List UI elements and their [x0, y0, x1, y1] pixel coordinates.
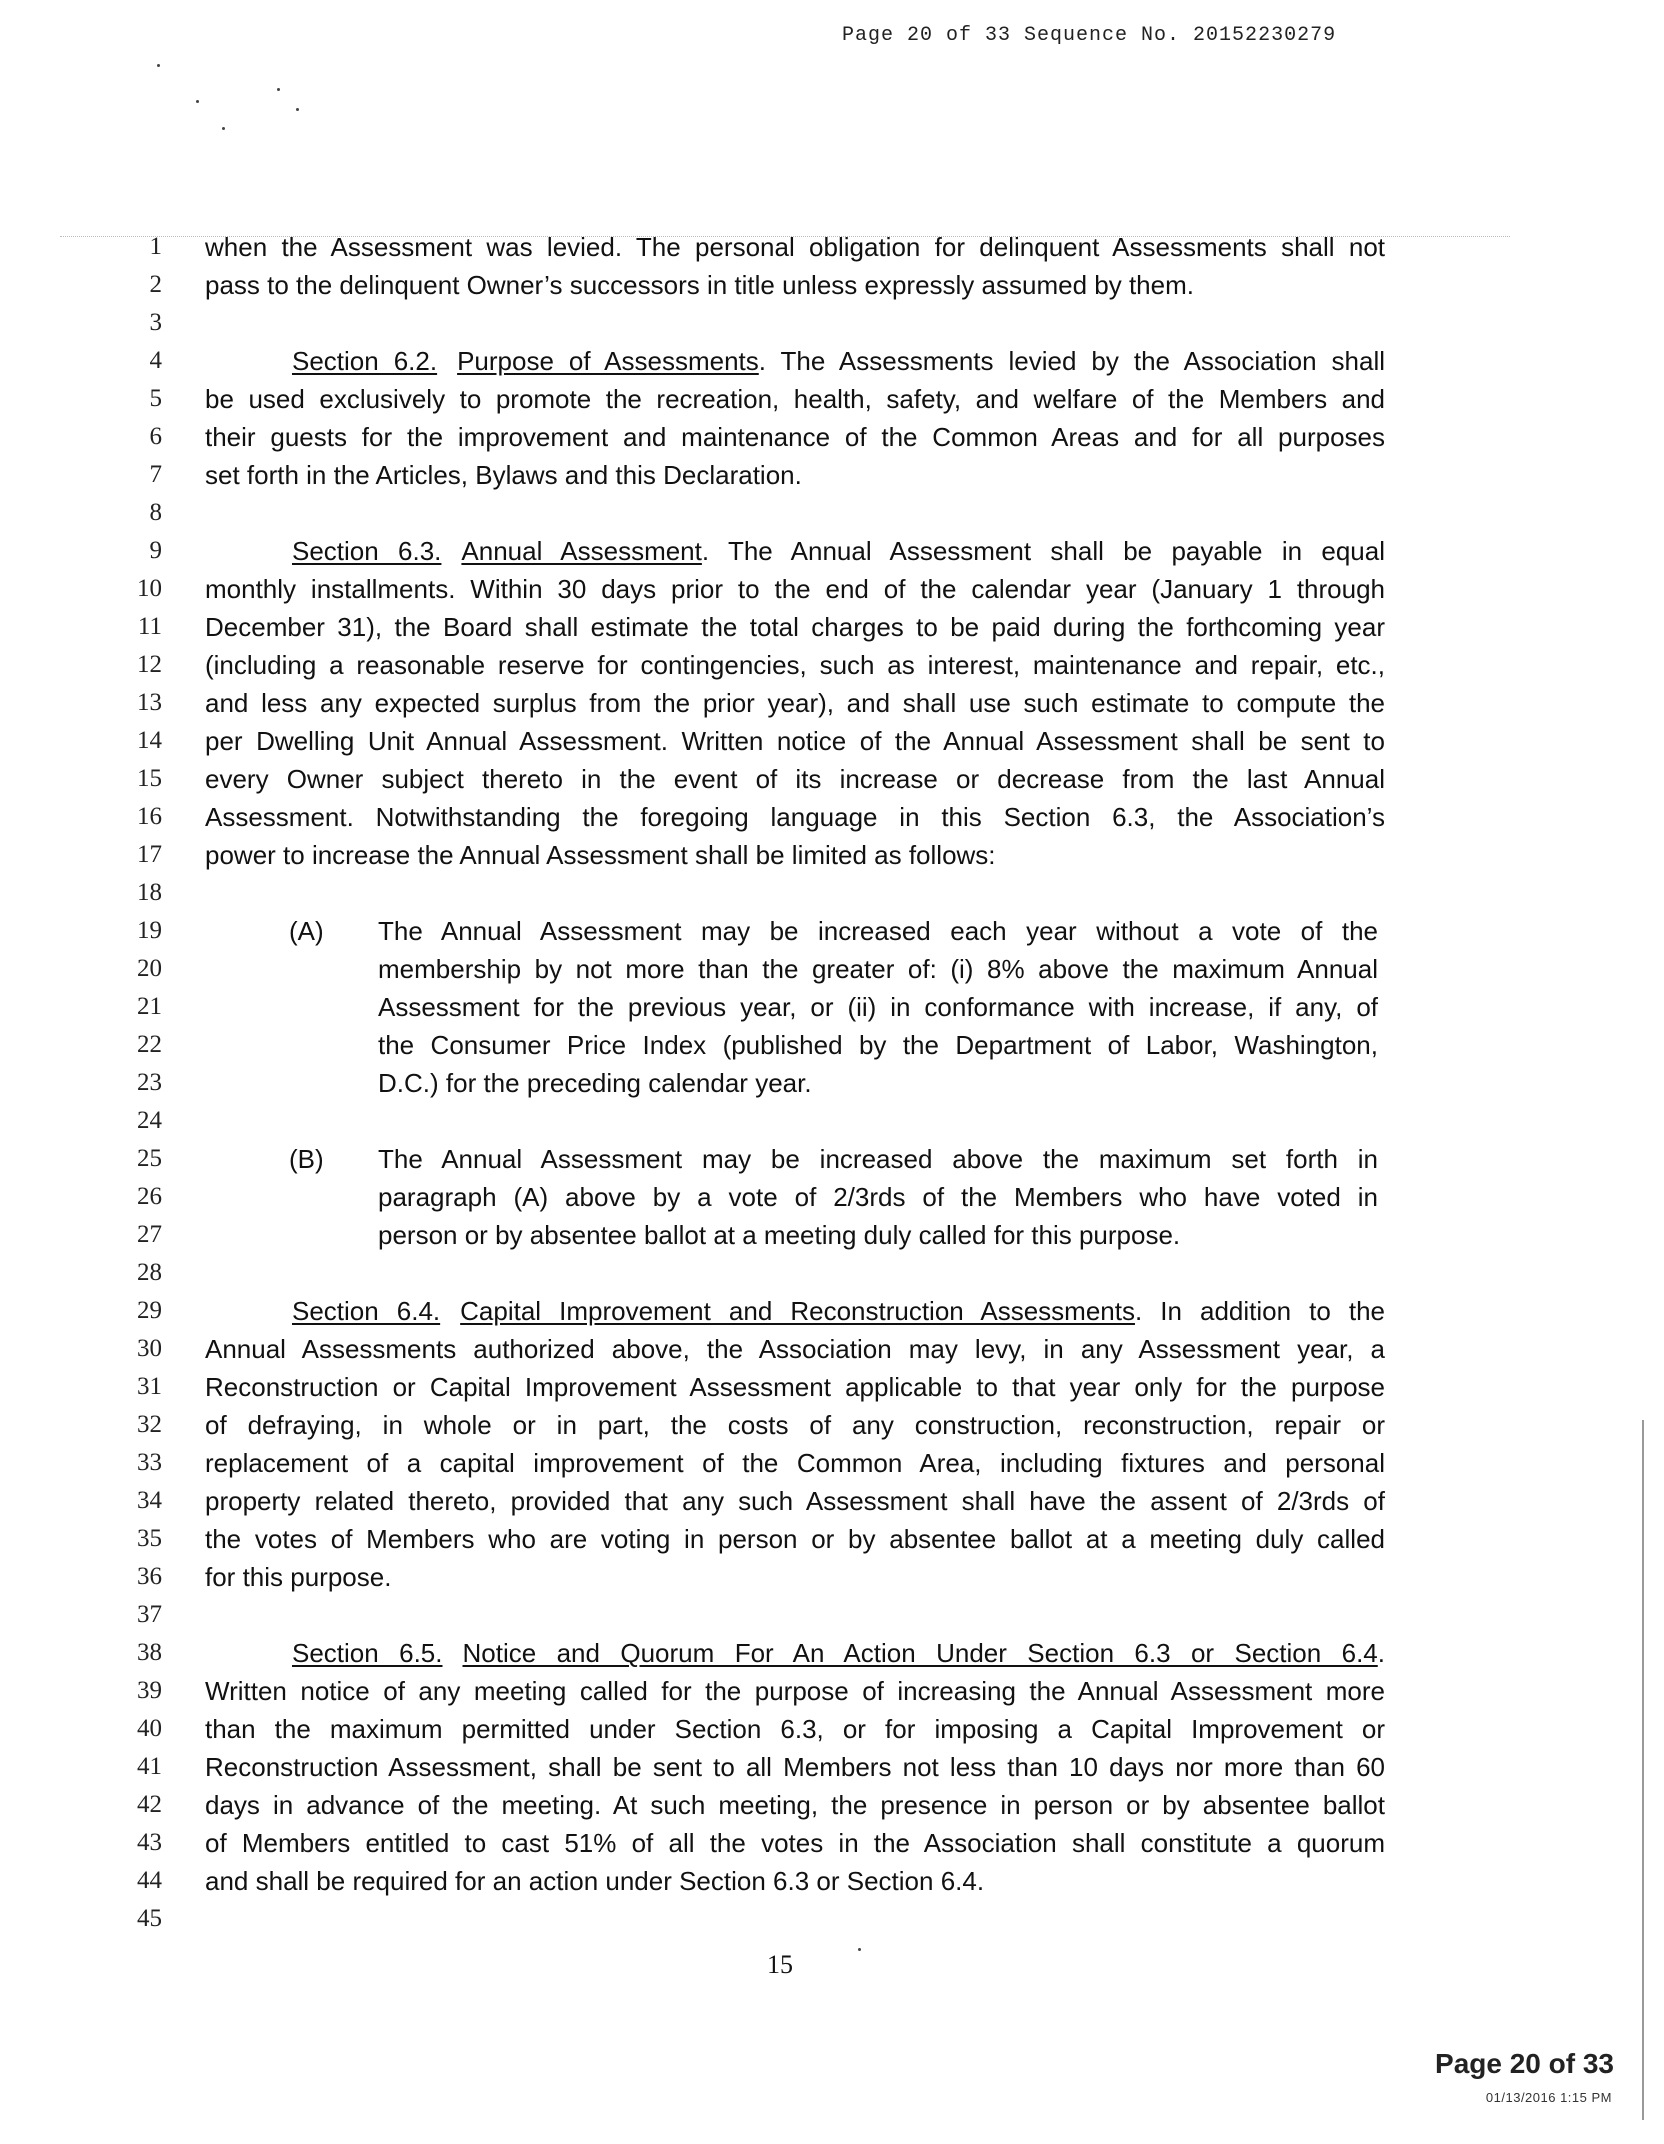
- subparagraph-label: (A): [289, 916, 324, 946]
- line-number: 36: [137, 1563, 162, 1590]
- line-number: 21: [137, 993, 162, 1020]
- document-line: [0, 342, 1664, 380]
- line-number: 8: [149, 499, 162, 526]
- body-text: when the Assessment was levied. The personal obligation for delinquent Assessments shall not: [205, 232, 1385, 262]
- body-text: (including a reasonable reserve for contingencies, such as interest, maintenance and repair, etc.,: [205, 650, 1385, 680]
- scan-speck: [277, 88, 280, 91]
- document-line: [0, 1444, 1664, 1482]
- line-number: 45: [137, 1905, 162, 1932]
- document-line: [0, 304, 1664, 342]
- line-number: 6: [149, 423, 162, 450]
- scan-speck: [157, 64, 160, 67]
- body-text: Written notice of any meeting called for the purpose of increasing the Annual Assessment more: [205, 1676, 1385, 1706]
- document-line: [0, 1558, 1664, 1596]
- document-line: [0, 1748, 1664, 1786]
- scan-speck: [222, 127, 225, 130]
- line-number: 27: [137, 1221, 162, 1248]
- section-title: Notice and Quorum For An Action Under Section 6.3 or Section 6.4: [462, 1638, 1378, 1668]
- body-text: of defraying, in whole or in part, the costs of any construction, reconstruction, repair or: [205, 1410, 1385, 1440]
- subparagraph-text: The Annual Assessment may be increased above the maximum set forth in: [378, 1144, 1378, 1174]
- line-number: 10: [137, 575, 162, 602]
- document-line: [0, 1406, 1664, 1444]
- document-line: [0, 1178, 1664, 1216]
- document-line: [0, 1596, 1664, 1634]
- scan-speck: [196, 100, 199, 103]
- line-number: 44: [137, 1867, 162, 1894]
- document-line: [0, 1216, 1664, 1254]
- document-line: [0, 1710, 1664, 1748]
- document-line: [0, 1672, 1664, 1710]
- document-line: [0, 1862, 1664, 1900]
- line-number: 32: [137, 1411, 162, 1438]
- document-line: [0, 1900, 1664, 1938]
- line-number: 7: [149, 461, 162, 488]
- document-line: [0, 1368, 1664, 1406]
- line-number: 39: [137, 1677, 162, 1704]
- body-text: days in advance of the meeting. At such meeting, the presence in person or by absentee ballot: [205, 1790, 1385, 1820]
- subparagraph-text: The Annual Assessment may be increased each year without a vote of the: [378, 916, 1378, 946]
- line-number: 29: [137, 1297, 162, 1324]
- document-line: [0, 1102, 1664, 1140]
- document-line: [0, 988, 1664, 1026]
- line-number: 15: [137, 765, 162, 792]
- document-line: [0, 532, 1664, 570]
- document-line: [0, 760, 1664, 798]
- line-number: 22: [137, 1031, 162, 1058]
- line-number: 11: [137, 613, 162, 640]
- line-number: 14: [137, 727, 162, 754]
- line-number: 37: [137, 1601, 162, 1628]
- document-line: [0, 646, 1664, 684]
- document-body: [0, 228, 1664, 1938]
- body-text: set forth in the Articles, Bylaws and this Declaration.: [205, 460, 802, 490]
- document-line: [0, 608, 1664, 646]
- section-number: Section 6.2.: [292, 346, 438, 376]
- line-number: 13: [137, 689, 162, 716]
- document-line: [0, 1634, 1664, 1672]
- document-line: [0, 1026, 1664, 1064]
- body-text: December 31), the Board shall estimate the total charges to be paid during the forthcoming year: [205, 612, 1385, 642]
- footer-page-count: Page 20 of 33: [1435, 2048, 1614, 2079]
- document-line: [0, 1330, 1664, 1368]
- section-number: Section 6.4.: [292, 1296, 441, 1326]
- line-number: 34: [137, 1487, 162, 1514]
- line-number: 12: [137, 651, 162, 678]
- page-number: 15: [767, 1950, 793, 1979]
- section-title: Purpose of Assessments: [457, 346, 759, 376]
- document-line: [0, 494, 1664, 532]
- line-number: 31: [137, 1373, 162, 1400]
- line-number: 18: [137, 879, 162, 906]
- line-number: 3: [149, 309, 162, 336]
- body-text: their guests for the improvement and maintenance of the Common Areas and for all purposes: [205, 422, 1385, 452]
- body-text: than the maximum permitted under Section 6.3, or for imposing a Capital Improvement or: [205, 1714, 1385, 1744]
- document-line: [0, 1292, 1664, 1330]
- line-number: 23: [137, 1069, 162, 1096]
- body-text: Assessment. Notwithstanding the foregoing language in this Section 6.3, the Association’s: [205, 802, 1385, 832]
- document-line: [0, 570, 1664, 608]
- sequence-header: Page 20 of 33 Sequence No. 20152230279: [842, 24, 1337, 47]
- section-title: Annual Assessment: [461, 536, 702, 566]
- line-number: 41: [137, 1753, 162, 1780]
- body-text: monthly installments. Within 30 days prior to the end of the calendar year (January 1 through: [205, 574, 1385, 604]
- document-line: [0, 228, 1664, 266]
- subparagraph-text: person or by absentee ballot at a meeting duly called for this purpose.: [378, 1220, 1181, 1250]
- line-number: 26: [137, 1183, 162, 1210]
- body-text: Reconstruction Assessment, shall be sent to all Members not less than 10 days nor more than 60: [205, 1752, 1385, 1782]
- document-line: [0, 1482, 1664, 1520]
- document-line: [0, 1064, 1664, 1102]
- document-line: [0, 1786, 1664, 1824]
- document-line: [0, 912, 1664, 950]
- section-heading-line: [205, 532, 1385, 570]
- document-line: [0, 380, 1664, 418]
- line-number: 28: [137, 1259, 162, 1286]
- document-line: [0, 1140, 1664, 1178]
- subparagraph-text: paragraph (A) above by a vote of 2/3rds of the Members who have voted in: [378, 1182, 1378, 1212]
- body-text: per Dwelling Unit Annual Assessment. Written notice of the Annual Assessment shall be sent to: [205, 726, 1385, 756]
- body-text: be used exclusively to promote the recreation, health, safety, and welfare of the Members and: [205, 384, 1385, 414]
- body-text: Reconstruction or Capital Improvement Assessment applicable to that year only for the purpose: [205, 1372, 1385, 1402]
- section-heading-line: [205, 1634, 1385, 1672]
- subparagraph-text: D.C.) for the preceding calendar year.: [378, 1068, 812, 1098]
- line-number: 9: [149, 537, 162, 564]
- document-line: [0, 722, 1664, 760]
- body-text: the votes of Members who are voting in person or by absentee ballot at a meeting duly called: [205, 1524, 1385, 1554]
- section-text: .: [1377, 1638, 1385, 1668]
- body-text: for this purpose.: [205, 1562, 392, 1592]
- line-number: 5: [149, 385, 162, 412]
- section-text: . The Assessments levied by the Association shall: [758, 346, 1386, 376]
- document-line: [0, 456, 1664, 494]
- section-title: Capital Improvement and Reconstruction Assessments: [460, 1296, 1135, 1326]
- subparagraph-text: Assessment for the previous year, or (ii) in conformance with increase, if any, of: [378, 992, 1378, 1022]
- document-line: [0, 684, 1664, 722]
- line-number: 1: [149, 233, 162, 260]
- section-text: . The Annual Assessment shall be payable in equal: [701, 536, 1386, 566]
- line-number: 35: [137, 1525, 162, 1552]
- line-number: 33: [137, 1449, 162, 1476]
- footer-timestamp: 01/13/2016 1:15 PM: [1485, 2090, 1612, 2105]
- document-line: [0, 266, 1664, 304]
- section-text: . In addition to the: [1134, 1296, 1385, 1326]
- line-number: 24: [137, 1107, 162, 1134]
- line-number: 40: [137, 1715, 162, 1742]
- document-line: [0, 1824, 1664, 1862]
- section-number: Section 6.3.: [292, 536, 442, 566]
- section-number: Section 6.5.: [292, 1638, 443, 1668]
- body-text: of Members entitled to cast 51% of all the votes in the Association shall constitute a quorum: [205, 1828, 1385, 1858]
- body-text: power to increase the Annual Assessment shall be limited as follows:: [205, 840, 996, 870]
- body-text: and shall be required for an action under Section 6.3 or Section 6.4.: [205, 1866, 985, 1896]
- document-line: [0, 950, 1664, 988]
- body-text: replacement of a capital improvement of the Common Area, including fixtures and personal: [205, 1448, 1385, 1478]
- document-line: [0, 418, 1664, 456]
- line-number: 25: [137, 1145, 162, 1172]
- body-text: pass to the delinquent Owner’s successors in title unless expressly assumed by them.: [205, 270, 1194, 300]
- subparagraph-label: (B): [289, 1144, 324, 1174]
- section-heading-line: [205, 1292, 1385, 1330]
- body-text: every Owner subject thereto in the event of its increase or decrease from the last Annual: [205, 764, 1385, 794]
- document-line: [0, 1254, 1664, 1292]
- line-number: 16: [137, 803, 162, 830]
- body-text: property related thereto, provided that any such Assessment shall have the assent of 2/3rds of: [205, 1486, 1385, 1516]
- line-number: 4: [149, 347, 162, 374]
- line-number: 30: [137, 1335, 162, 1362]
- document-line: [0, 1520, 1664, 1558]
- line-number: 17: [137, 841, 162, 868]
- line-number: 19: [137, 917, 162, 944]
- body-text: and less any expected surplus from the prior year), and shall use such estimate to compute the: [205, 688, 1385, 718]
- line-number: 42: [137, 1791, 162, 1818]
- document-line: [0, 874, 1664, 912]
- line-number: 20: [137, 955, 162, 982]
- line-number: 38: [137, 1639, 162, 1666]
- subparagraph-text: membership by not more than the greater of: (i) 8% above the maximum Annual: [378, 954, 1378, 984]
- scan-speck: [296, 108, 299, 111]
- subparagraph-text: the Consumer Price Index (published by the Department of Labor, Washington,: [378, 1030, 1378, 1060]
- line-number: 2: [149, 271, 162, 298]
- body-text: Annual Assessments authorized above, the Association may levy, in any Assessment year, a: [205, 1334, 1385, 1364]
- document-line: [0, 836, 1664, 874]
- line-number: 43: [137, 1829, 162, 1856]
- document-line: [0, 798, 1664, 836]
- section-heading-line: [205, 342, 1385, 380]
